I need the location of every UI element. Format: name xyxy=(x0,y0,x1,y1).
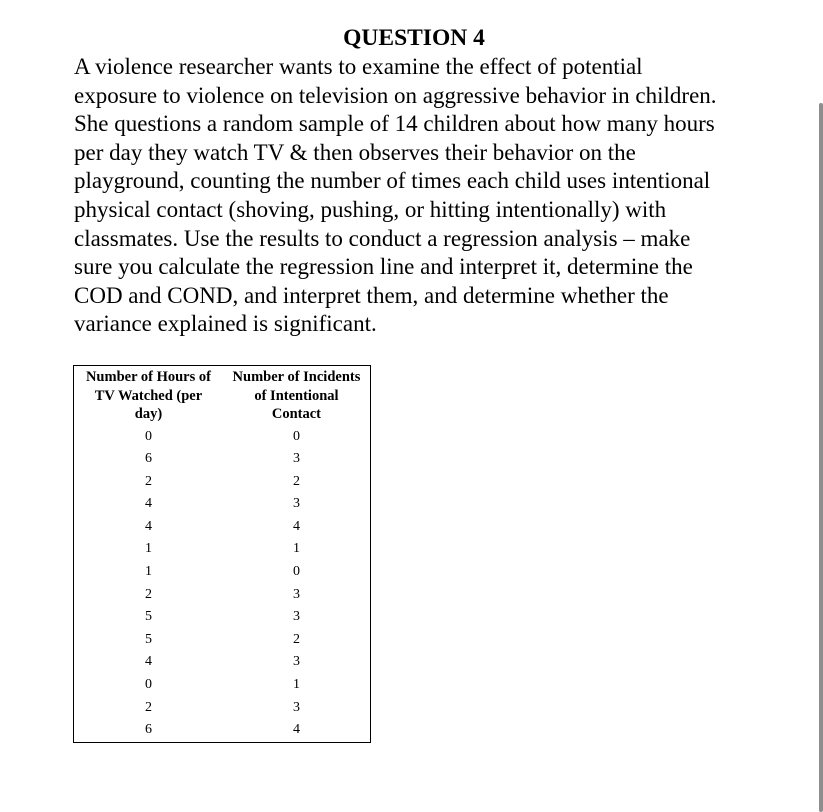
question-line: A violence researcher wants to examine the effect of potential xyxy=(74,54,643,79)
cell-incidents: 3 xyxy=(292,586,300,602)
cell-hours: 6 xyxy=(144,722,152,738)
cell-hours: 2 xyxy=(144,699,152,715)
table-row xyxy=(74,651,371,674)
cell-incidents: 2 xyxy=(292,631,300,647)
cell-hours: 0 xyxy=(144,428,152,444)
question-line: exposure to violence on television on aggressive behavior in children. xyxy=(74,82,717,108)
cell-hours: 2 xyxy=(144,586,152,602)
table-row xyxy=(74,584,371,607)
table-header-row xyxy=(74,366,371,426)
question-line: She questions a random sample of 14 children about how many hours xyxy=(74,111,715,137)
cell-hours: 6 xyxy=(144,451,152,467)
header-line: TV Watched (per xyxy=(94,387,203,404)
table-row xyxy=(74,561,371,584)
header-line: Contact xyxy=(271,406,322,422)
header-line: Number of Hours of xyxy=(85,369,211,385)
question-line: classmates. Use the results to conduct a regression analysis – make xyxy=(74,225,691,251)
table-row xyxy=(74,471,371,494)
cell-hours: 1 xyxy=(144,541,152,557)
cell-incidents: 4 xyxy=(292,518,300,534)
cell-incidents: 3 xyxy=(292,609,300,625)
question-line: COD and COND, and interpret them, and determine whether the xyxy=(74,282,669,308)
question-line: playground, counting the number of times each child uses intentional xyxy=(74,168,711,194)
cell-incidents: 3 xyxy=(292,496,300,512)
table-row xyxy=(74,448,371,471)
header-line: of Intentional xyxy=(254,387,339,404)
header-line: Number of Incidents xyxy=(232,369,361,385)
vertical-scrollbar[interactable] xyxy=(819,103,823,812)
question-line: per day they watch TV & then observes their behavior on the xyxy=(74,139,636,165)
table-row xyxy=(74,516,371,539)
cell-incidents: 2 xyxy=(292,473,300,489)
cell-incidents: 0 xyxy=(292,428,300,444)
table-row xyxy=(74,426,371,449)
cell-incidents: 4 xyxy=(292,722,300,738)
table-row xyxy=(74,606,371,629)
header-hours-tv-watched xyxy=(74,366,223,426)
cell-hours: 4 xyxy=(144,518,152,534)
table-row xyxy=(74,697,371,720)
cell-hours: 4 xyxy=(144,654,152,670)
data-table xyxy=(73,365,371,743)
cell-incidents: 1 xyxy=(292,541,300,557)
table-row xyxy=(74,493,371,516)
cell-hours: 2 xyxy=(144,473,152,489)
table-row xyxy=(74,719,371,742)
cell-incidents: 3 xyxy=(292,654,300,670)
question-line: sure you calculate the regression line and interpret it, determine the xyxy=(74,254,693,280)
cell-incidents: 0 xyxy=(292,564,300,580)
question-heading: QUESTION 4 xyxy=(343,25,485,51)
header-line: day) xyxy=(134,406,163,422)
table-row xyxy=(74,538,371,561)
cell-hours: 1 xyxy=(144,564,152,580)
cell-hours: 0 xyxy=(144,677,152,693)
cell-hours: 5 xyxy=(144,631,152,647)
table-row xyxy=(74,629,371,652)
question-line: physical contact (shoving, pushing, or hitting intentionally) with xyxy=(74,196,667,222)
header-incidents-contact xyxy=(223,366,371,426)
question-text xyxy=(74,53,774,339)
cell-incidents: 1 xyxy=(292,677,300,693)
cell-hours: 5 xyxy=(144,609,152,625)
table-row xyxy=(74,674,371,697)
cell-hours: 4 xyxy=(144,496,152,512)
cell-incidents: 3 xyxy=(292,699,300,715)
question-line: variance explained is significant. xyxy=(74,311,377,337)
cell-incidents: 3 xyxy=(292,451,300,467)
